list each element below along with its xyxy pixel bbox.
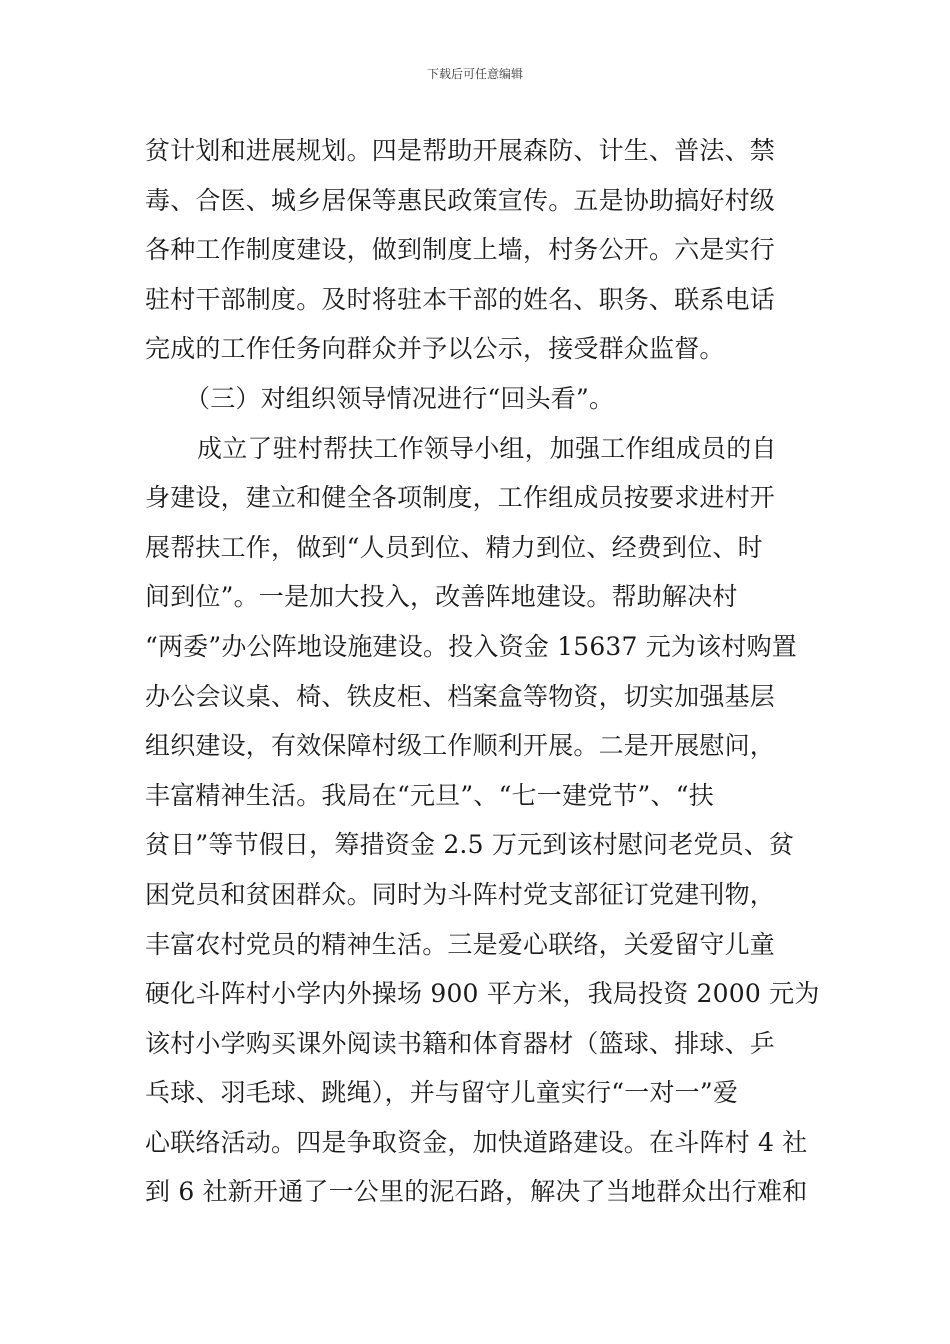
body-line: 间到位”。一是加大投入，改善阵地建设。帮助解决村 bbox=[145, 582, 738, 612]
body-line: 毒、合医、城乡居保等惠民政策宣传。五是协助搞好村级 bbox=[145, 185, 776, 215]
page-header: 下载后可任意编辑 bbox=[426, 67, 523, 81]
body-line: 贫日”等节假日，筹措资金 2.5 万元到该村慰问老党员、贫 bbox=[145, 830, 795, 860]
body-line: 完成的工作任务向群众并予以公示，接受群众监督。 bbox=[145, 334, 725, 364]
body-line: 到 6 社新开通了一公里的泥石路，解决了当地群众出行难和 bbox=[145, 1177, 808, 1207]
paragraph-start-line: 成立了驻村帮扶工作领导小组，加强工作组成员的自 bbox=[197, 433, 777, 463]
body-line: 各种工作制度建设，做到制度上墙，村务公开。六是实行 bbox=[145, 235, 776, 265]
document-body bbox=[145, 126, 820, 1217]
body-line: 组织建设，有效保障村级工作顺利开展。二是开展慰问， bbox=[145, 731, 776, 761]
body-line: 丰富精神生活。我局在“元旦”、“七一建党节”、“扶 bbox=[145, 780, 714, 810]
section-heading: （三）对组织领导情况进行“回头看”。 bbox=[185, 383, 615, 413]
body-line: 硬化斗阵村小学内外操场 900 平方米，我局投资 2000 元为 bbox=[145, 979, 820, 1009]
body-line: 丰富农村党员的精神生活。三是爱心联络，关爱留守儿童 bbox=[145, 929, 776, 959]
body-line: 驻村干部制度。及时将驻本干部的姓名、职务、联系电话 bbox=[145, 284, 776, 314]
body-line: “两委”办公阵地设施建设。投入资金 15637 元为该村购置 bbox=[145, 631, 797, 661]
body-line: 该村小学购买课外阅读书籍和体育器材（篮球、排球、乒 bbox=[145, 1028, 776, 1058]
body-line: 困党员和贫困群众。同时为斗阵村党支部征订党建刊物， bbox=[145, 879, 776, 909]
body-line: 乓球、羽毛球、跳绳），并与留守儿童实行“一对一”爱 bbox=[145, 1078, 739, 1108]
body-line: 办公会议桌、椅、铁皮柜、档案盒等物资，切实加强基层 bbox=[145, 681, 776, 711]
body-line: 身建设，建立和健全各项制度，工作组成员按要求进村开 bbox=[145, 483, 776, 513]
body-line: 心联络活动。四是争取资金，加快道路建设。在斗阵村 4 社 bbox=[145, 1127, 808, 1157]
body-line: 贫计划和进展规划。四是帮助开展森防、计生、普法、禁 bbox=[145, 136, 776, 165]
body-line: 展帮扶工作，做到“人员到位、精力到位、经费到位、时 bbox=[145, 532, 763, 562]
